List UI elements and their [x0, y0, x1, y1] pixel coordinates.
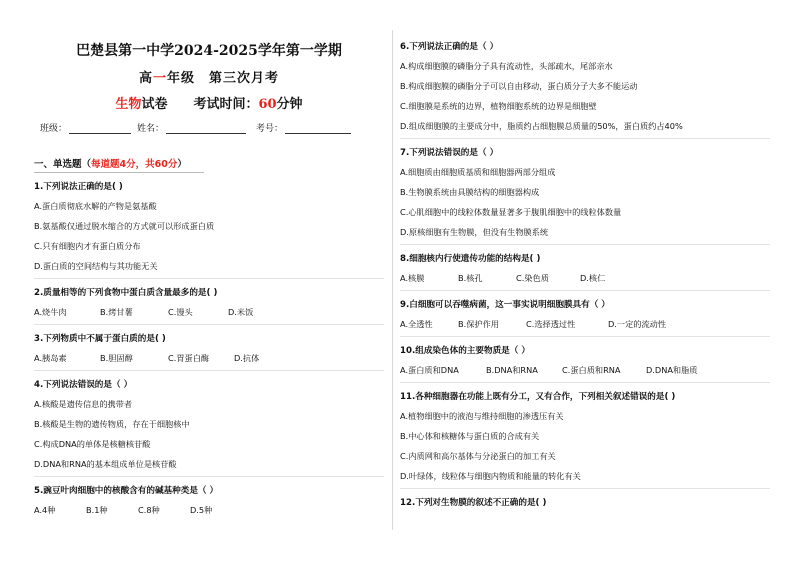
question-option: B.生物膜系统由具膜结构的细胞器构成 [400, 187, 540, 197]
question-option: D.DNA和RNA的基本组成单位是核苷酸 [34, 459, 177, 469]
question-option: B.烤甘薯 [100, 307, 133, 317]
question-stem: 12.下列对生物膜的叙述不正确的是( ) [400, 498, 547, 508]
question-option: B.核酸是生物的遗传物质，存在于细胞核中 [34, 419, 190, 429]
divider [400, 488, 770, 489]
question-option: A.胰岛素 [34, 353, 67, 363]
question-option: A.全透性 [400, 319, 433, 329]
question-stem: 9.白细胞可以吞噬病菌，这一事实说明细胞膜具有（ ） [400, 300, 610, 310]
question-option: B.氨基酸仅通过脱水缩合的方式就可以形成蛋白质 [34, 221, 215, 231]
school-title: 巴楚县第一中学2024-2025学年第一学期 [76, 43, 342, 59]
question-option: D.DNA和脂质 [646, 365, 698, 375]
question-option: A.细胞质由细胞质基质和细胞器两部分组成 [400, 167, 556, 177]
divider [34, 476, 384, 477]
left-column [34, 36, 384, 516]
question-option: C.染色质 [516, 273, 549, 283]
divider [400, 336, 770, 337]
name-blank[interactable] [166, 123, 246, 134]
class-blank[interactable] [69, 123, 131, 134]
option-row [400, 273, 770, 284]
question-stem: 6.下列说法正确的是（ ） [400, 42, 499, 52]
number-blank[interactable] [285, 123, 351, 134]
question-option: D.原核细胞有生物膜，但没有生物膜系统 [400, 227, 549, 237]
question-stem: 5.豌豆叶肉细胞中的核酸含有的碱基种类是（ ） [34, 486, 219, 496]
divider [400, 290, 770, 291]
option-row [34, 505, 384, 516]
option-row [34, 353, 384, 364]
question-option: C.细胞膜是系统的边界，植物细胞系统的边界是细胞壁 [400, 101, 597, 111]
question-option: D.米饭 [228, 307, 254, 317]
question-option: C.8种 [138, 505, 160, 515]
number-label: 考号： [256, 124, 284, 134]
column-divider [392, 30, 393, 530]
question-option: D.叶绿体，线粒体与细胞内物质和能量的转化有关 [400, 471, 581, 481]
divider [34, 370, 384, 371]
question-option: A.蛋白质彻底水解的产物是氨基酸 [34, 201, 157, 211]
question-option: B.保护作用 [458, 319, 499, 329]
section-rule [34, 172, 204, 173]
question-stem: 3.下列物质中不属于蛋白质的是( ) [34, 334, 166, 344]
option-row [400, 365, 770, 376]
name-label: 姓名： [137, 124, 165, 134]
question-option: C.只有细胞内才有蛋白质分布 [34, 241, 141, 251]
question-option: C.馒头 [168, 307, 193, 317]
question-option: A.4种 [34, 505, 56, 515]
question-option: A.烧牛肉 [34, 307, 67, 317]
section-title: 一、单选题（每道题4分，共60分） [34, 159, 187, 170]
question-option: A.构成细胞膜的磷脂分子具有流动性，头部疏水，尾部亲水 [400, 61, 613, 71]
question-option: D.一定的流动性 [608, 319, 667, 329]
subject-title: 生物试卷 考试时间：60分钟 [115, 97, 303, 112]
question-option: D.组成细胞膜的主要成分中，脂质约占细胞膜总质量的50%，蛋白质约占40% [400, 121, 683, 131]
question-option: C.心肌细胞中的线粒体数量显著多于腹肌细胞中的线粒体数量 [400, 207, 622, 217]
question-option: A.核酸是遗传信息的携带者 [34, 399, 133, 409]
question-option: C.蛋白质和RNA [562, 365, 621, 375]
question-option: B.构成细胞膜的磷脂分子可以自由移动，蛋白质分子大多不能运动 [400, 81, 638, 91]
question-option: A.蛋白质和DNA [400, 365, 459, 375]
divider [400, 138, 770, 139]
question-option: C.构成DNA的单体是核糖核苷酸 [34, 439, 151, 449]
student-info-line [40, 121, 384, 134]
exam-title: 高一年级 第三次月考 [138, 71, 280, 86]
question-option: B.1种 [86, 505, 108, 515]
question-stem: 10.组成染色体的主要物质是（ ） [400, 346, 530, 356]
question-stem: 11.各种细胞器在功能上既有分工，又有合作，下列相关叙述错误的是( ) [400, 392, 676, 402]
question-option: B.核孔 [458, 273, 483, 283]
question-option: C.内质网和高尔基体与分泌蛋白的加工有关 [400, 451, 556, 461]
question-option: D.核仁 [580, 273, 606, 283]
question-option: C.选择透过性 [526, 319, 576, 329]
question-option: B.DNA和RNA [486, 365, 538, 375]
question-option: A.核膜 [400, 273, 425, 283]
question-stem: 7.下列说法错误的是（ ） [400, 148, 499, 158]
divider [400, 382, 770, 383]
question-stem: 4.下列说法错误的是（ ） [34, 380, 133, 390]
option-row [400, 319, 770, 330]
question-option: D.蛋白质的空间结构与其功能无关 [34, 261, 158, 271]
question-option: D.5种 [190, 505, 213, 515]
option-row [34, 307, 384, 318]
divider [400, 244, 770, 245]
question-option: B.中心体和核糖体与蛋白质的合成有关 [400, 431, 540, 441]
question-option: A.植物细胞中的液泡与维持细胞的渗透压有关 [400, 411, 564, 421]
question-option: D.抗体 [234, 353, 260, 363]
question-option: B.胆固醇 [100, 353, 133, 363]
divider [34, 278, 384, 279]
right-column [400, 36, 770, 508]
question-option: C.胃蛋白酶 [168, 353, 210, 363]
question-stem: 1.下列说法正确的是( ) [34, 182, 123, 192]
question-stem: 2.质量相等的下列食物中蛋白质含量最多的是( ) [34, 288, 218, 298]
class-label: 班级： [40, 124, 68, 134]
question-stem: 8.细胞核内行使遗传功能的结构是( ) [400, 254, 541, 264]
divider [34, 324, 384, 325]
